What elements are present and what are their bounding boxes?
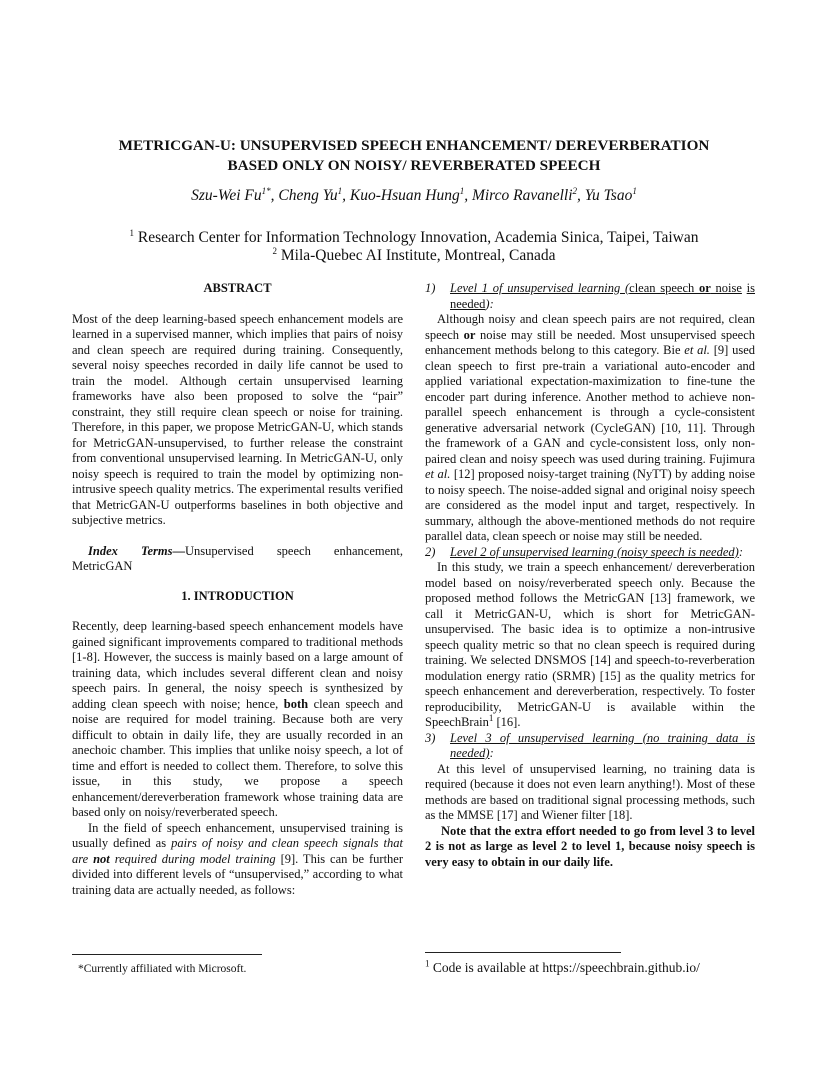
author-name: Cheng Yu bbox=[278, 187, 338, 204]
title-line-2: BASED ONLY ON NOISY/ REVERBERATED SPEECH bbox=[227, 157, 601, 174]
level-2-text: In this study, we train a speech enhancement/ dereverberation model based on noisy/reverberated speech only. Because the proposed method follows the MetricGAN [13] framework, we call it MetricGAN-U, which is short for MetricGAN-unsupervised. The basic idea is to optimize a non-intrusive speech quality metric so that no clean speech is required during training. We selected DNSMOS [14] and speech-to-reverberation modulation energy ratio (SRMR) [15] as the quality metrics for speech enhancement and dereverberation, respectively. To foster reproducibility, MetricGAN-U is available within the SpeechBrain bbox=[425, 560, 755, 729]
author-name: Szu-Wei Fu bbox=[191, 187, 262, 204]
level-1-title-noise: noise bbox=[710, 281, 742, 295]
level-1-body bbox=[425, 312, 755, 545]
level-1-etal: et al. bbox=[425, 467, 451, 481]
intro-p1-text: clean speech and noise are required for model training. Because both are very difficult to obtain in daily life, they are usually recorded in an anechoic chamber. This implies that unlike noisy speech, a lot of time and effort is needed to collect them. Therefore, to solve this issue, in this study, we propose a speech enhancement/dereverberation framework whose training data are based only on noisy/reverberated speech. bbox=[72, 696, 403, 819]
intro-p1-text: Recently, deep learning-based speech enhancement models have gained significant improvements compared to traditional methods [1-8]. However, the success is mainly based on a large amount of training data, which includes several different clean and noisy speech pairs. In general, the noisy speech is synthesized by adding clean speech with noise; hence, bbox=[72, 619, 403, 711]
author-separator: , bbox=[464, 187, 472, 204]
level-2-body bbox=[425, 560, 755, 731]
level-3-title: Level 3 of unsupervised learning (no training data is needed) bbox=[450, 730, 755, 760]
affiliation-2 bbox=[60, 247, 768, 265]
affiliation-text: Mila-Quebec AI Institute, Montreal, Canada bbox=[280, 247, 556, 264]
affiliation-1 bbox=[60, 229, 768, 247]
intro-paragraph-1 bbox=[72, 619, 403, 821]
author-affil-mark: 1 bbox=[337, 185, 343, 196]
footnote-text: Code is available at https://speechbrain.github.io/ bbox=[432, 960, 700, 975]
level-3-number: 3) bbox=[425, 730, 436, 745]
abstract-body: Most of the deep learning-based speech enhancement models are learned in a supervised manner, which implies that pairs of noisy and clean speech are required during training. Consequently, several noisy speeches recorded in daily life cannot be used to train the model. Although certain unsupervised learning frameworks have also been proposed to solve the “pair” constraint, they still require clean speech or noise for training. Therefore, in this paper, we propose MetricGAN-U, which stands for MetricGAN-unsupervised, to further release the constraint from conventional unsupervised learning. In MetricGAN-U, only noisy speech is required to train the model by optimizing non-intrusive speech quality metrics. The experimental results verified that MetricGAN-U outperforms baselines in both objective and subjective metrics. bbox=[72, 311, 403, 527]
level-1-etal: et al. bbox=[684, 343, 710, 357]
intro-p1-emphasis: both bbox=[283, 696, 309, 711]
right-column bbox=[425, 281, 755, 870]
level-2-text: [16]. bbox=[493, 715, 521, 729]
intro-p2-italic: pairs of noisy and clean speech signals that are bbox=[72, 836, 403, 866]
level-1-text: Although noisy and clean speech pairs are not required, clean speech bbox=[425, 312, 755, 342]
introduction-heading: 1. INTRODUCTION bbox=[181, 588, 294, 603]
intro-p2-italic: required during model training bbox=[109, 851, 276, 866]
author-affil-mark: 1* bbox=[261, 185, 271, 196]
footnote-rule-left bbox=[72, 954, 262, 955]
level-3-heading bbox=[425, 731, 755, 762]
level-3-colon: : bbox=[489, 746, 494, 760]
intro-p2-emphasis: not bbox=[93, 851, 110, 866]
index-terms-dash: — bbox=[172, 543, 185, 558]
level-1-title: Level 1 of unsupervised learning ( bbox=[450, 281, 630, 295]
abstract-heading: ABSTRACT bbox=[203, 281, 272, 295]
footnote-marker: 1 bbox=[488, 712, 494, 723]
author-separator: , bbox=[270, 187, 279, 204]
author-name: Yu Tsao bbox=[584, 187, 633, 204]
level-1-title-or: or bbox=[698, 281, 711, 295]
author-name: Mirco Ravanelli bbox=[471, 187, 573, 204]
author-separator: , bbox=[342, 187, 350, 204]
level-1-text: noise may still be needed. Most unsupervised speech enhancement methods belong to this category. Bie bbox=[425, 327, 755, 357]
level-1-text: [12] proposed noisy-target training (NyTT) by adding noise to noisy speech. The noise-added signal and original noisy speech are considered as the model input and target, respectively. In summary, although the above-mentioned methods do not require parallel data, clean speech or noise may still be needed. bbox=[425, 467, 755, 543]
affiliations bbox=[60, 229, 768, 265]
footnote-left: *Currently affiliated with Microsoft. bbox=[78, 963, 247, 975]
level-2-heading bbox=[425, 545, 755, 561]
paper-title bbox=[60, 136, 768, 176]
author-affil-mark: 1 bbox=[459, 185, 465, 196]
intro-p2-text: In the field of speech enhancement, unsupervised training is usually defined as bbox=[72, 820, 403, 850]
left-column bbox=[72, 281, 403, 898]
level-3-body: At this level of unsupervised learning, no training data is required (because it does not even learn anything!). Most of these methods are based on traditional signal processing methods, such as the MMSE [17] and Wiener filter [18]. bbox=[425, 761, 755, 822]
footnote-right bbox=[425, 960, 700, 976]
level-1-heading bbox=[425, 281, 755, 312]
level-1-title-clean: clean speech bbox=[629, 281, 699, 295]
author-list bbox=[60, 187, 768, 205]
affiliation-number: 1 bbox=[129, 227, 134, 238]
level-1-or: or bbox=[463, 327, 476, 342]
level-2-number: 2) bbox=[425, 544, 436, 559]
level-1-title-needed: is needed bbox=[450, 281, 755, 311]
level-1-title-end: ): bbox=[485, 296, 494, 311]
index-terms-text: Unsupervised speech enhancement, MetricGAN bbox=[72, 543, 403, 573]
author-name: Kuo-Hsuan Hung bbox=[349, 187, 460, 204]
author-separator: , bbox=[577, 187, 585, 204]
title-line-1: METRICGAN-U: UNSUPERVISED SPEECH ENHANCEMENT/ DEREVERBERATION bbox=[118, 137, 710, 154]
affiliation-number: 2 bbox=[272, 245, 277, 256]
index-terms-label: Index Terms bbox=[88, 543, 173, 558]
footnote-rule-right bbox=[425, 952, 621, 953]
intro-paragraph-2 bbox=[72, 821, 403, 899]
level-note: Note that the extra effort needed to go from level 3 to level 2 is not as large as level 2 to level 1, because noisy speech is very easy to obtain in our daily life. bbox=[425, 823, 755, 869]
footnote-number: 1 bbox=[425, 958, 430, 969]
level-1-text: [9] used clean speech to first pre-train a variational auto-encoder and applied variational expectation-maximization to fine-tune the encoder part during inference. Another method to achieve non-parallel speech enhancement is through a cycle-consistent generative adversarial network (CycleGAN) [10, 11]. Through the framework of a GAN and cycle-consistent loss, only non-paired clean and noisy speech was used during training. Fujimura bbox=[425, 343, 755, 466]
author-affil-mark: 2 bbox=[572, 185, 578, 196]
level-2-title: Level 2 of unsupervised learning (noisy speech is needed) bbox=[450, 544, 739, 559]
level-1-number: 1) bbox=[425, 281, 436, 295]
level-2-colon: : bbox=[738, 544, 743, 559]
author-affil-mark: 1 bbox=[632, 185, 637, 196]
index-terms bbox=[72, 544, 403, 575]
intro-p2-text: [9]. This can be further divided into different levels of “unsupervised,” according to what training data are actually needed, as follows: bbox=[72, 851, 403, 897]
affiliation-text: Research Center for Information Technology Innovation, Academia Sinica, Taipei, Taiwan bbox=[137, 229, 699, 246]
